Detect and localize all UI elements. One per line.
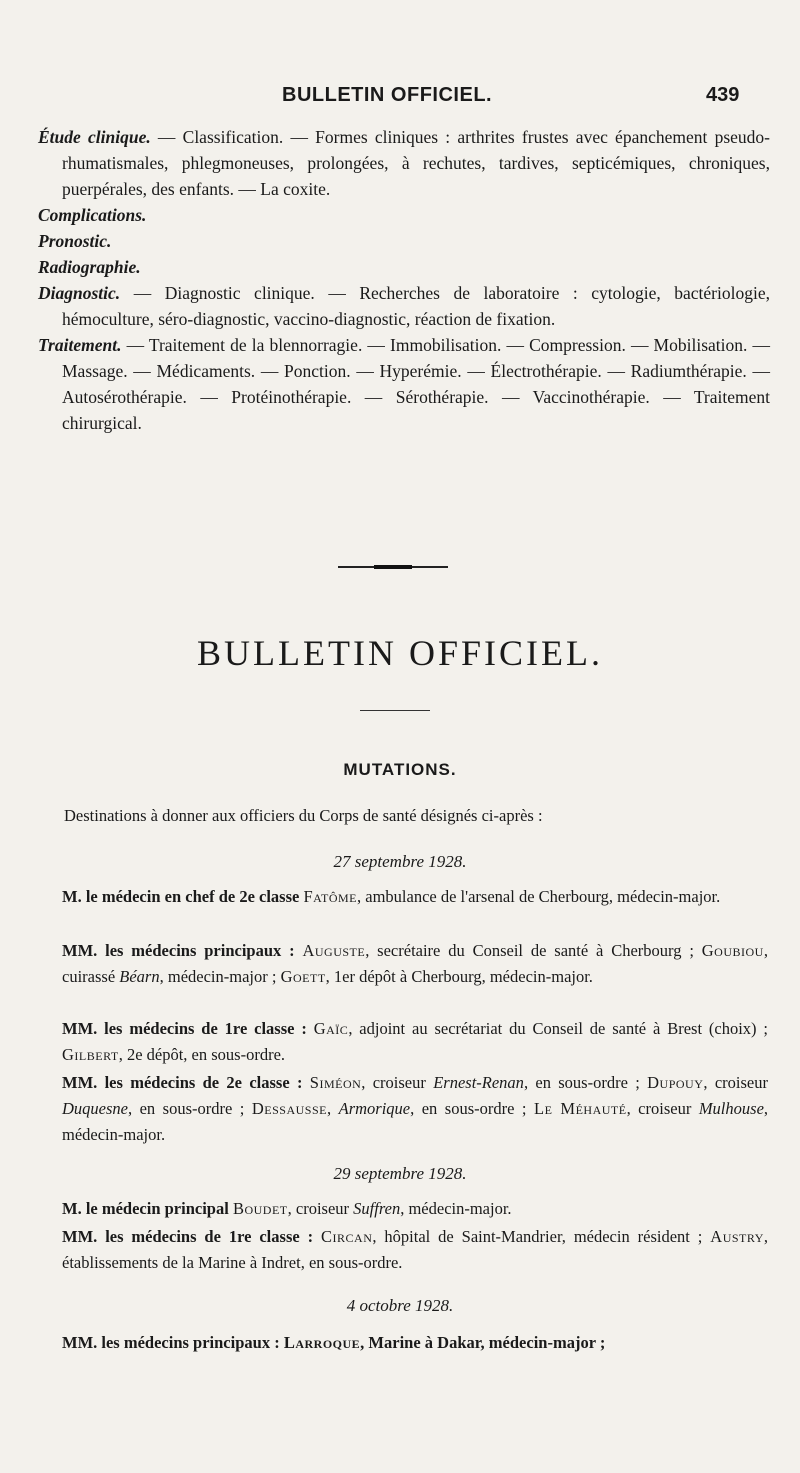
paragraph-traitement: [38, 332, 770, 436]
entry-2-name-1: Auguste: [302, 941, 366, 960]
entry-4-ship-2: Duquesne: [62, 1099, 128, 1118]
entry-3-name-2: Gilbert: [62, 1045, 119, 1064]
entry-4-text-b: , croiseur: [361, 1073, 434, 1092]
entry-4-text-a: MM. les médecins de 2e classe :: [62, 1073, 310, 1092]
entry-5-name-1: Boudet: [232, 1199, 288, 1218]
entry-2-text-d: , médecin-major ;: [159, 967, 281, 986]
entry-4-text-g: , en sous-ordre ;: [410, 1099, 534, 1118]
label-complications: Complications.: [38, 205, 147, 225]
entry-2-text-e: , 1er dépôt à Cherbourg, médecin-major.: [325, 967, 593, 986]
label-etude: Étude clinique.: [38, 127, 151, 147]
title-underline: [360, 710, 430, 711]
entry-4-name-2: Dupouy: [647, 1073, 704, 1092]
text-diagnostic: — Diagnostic clinique. — Recherches de laboratoire : cytologie, bactériologie, hémoculture, séro-diagnostic, vaccino-diagnostic, réaction de fixation.: [62, 283, 770, 329]
entry-3: [38, 1016, 768, 1068]
entry-2-ship-1: Béarn: [119, 967, 160, 986]
paragraph-complications: [38, 202, 770, 228]
entry-5-ship-1: Suffren: [353, 1199, 401, 1218]
text-etude: — Classification. — Formes cliniques : arthrites frustes avec épanchement pseudo-rhumatismales, phlegmoneuses, prolongées, à rechutes, tardives, septicémiques, chroniques, puerpérales, des enfants. — La coxite.: [62, 127, 770, 199]
entry-6-name-2: Austry: [710, 1227, 764, 1246]
entry-5: [38, 1196, 768, 1222]
entry-2-text-b: , secrétaire du Conseil de santé à Cherbourg ;: [365, 941, 702, 960]
entry-7: [38, 1330, 768, 1356]
section-title: BULLETIN OFFICIEL.: [197, 633, 603, 673]
date-heading-1: 27 septembre 1928.: [333, 852, 467, 871]
entry-4-text-i: , médecin-major.: [62, 1099, 769, 1144]
entry-6: [38, 1224, 768, 1276]
subsection-title: MUTATIONS.: [343, 760, 457, 779]
text-traitement: — Traitement de la blennorragie. — Immobilisation. — Compression. — Mobilisation. — Massage. — Médicaments. — Ponction. — Hyperémie. — Électrothérapie. — Radiumthérapie. — Autosérothérapie. — Protéinothérapie. — Sérothérapie. — Vaccinothérapie. — Traitement chirurgical.: [62, 335, 770, 433]
entry-4-ship-3: Armorique: [338, 1099, 411, 1118]
paragraph-pronostic: [38, 228, 770, 254]
entry-1-text-a: M. le médecin en chef de 2e classe: [62, 887, 304, 906]
entry-5-text-b: , croiseur: [287, 1199, 354, 1218]
entry-2-name-3: Goett: [280, 967, 326, 986]
section-divider: [338, 566, 448, 568]
entry-6-text-b: , hôpital de Saint-Mandrier, médecin résident ;: [372, 1227, 711, 1246]
entry-6-text-c: , établissements de la Marine à Indret, en sous-ordre.: [62, 1227, 768, 1272]
entry-3-name-1: Gaïc: [313, 1019, 349, 1038]
entry-1: [38, 884, 768, 910]
entry-2-text-a: MM. les médecins principaux :: [62, 941, 303, 960]
entry-4-ship-4: Mulhouse: [698, 1099, 764, 1118]
paragraph-etude: [38, 124, 770, 202]
entry-4-ship-1: Ernest-Renan: [433, 1073, 524, 1092]
entry-4-text-h: , croiseur: [626, 1099, 699, 1118]
entry-4-text-f: ,: [326, 1099, 339, 1118]
entry-7-text-b: , Marine à Dakar, médecin-major ;: [360, 1333, 606, 1352]
paragraph-diagnostic: [38, 280, 770, 332]
entry-4: [38, 1070, 768, 1148]
entry-6-text-a: MM. les médecins de 1re classe :: [62, 1227, 322, 1246]
intro-text: Destinations à donner aux officiers du Corps de santé désignés ci-après :: [64, 806, 543, 825]
entry-3-text-a: MM. les médecins de 1re classe :: [62, 1019, 314, 1038]
entry-7-text-a: MM. les médecins principaux :: [62, 1333, 284, 1352]
label-diagnostic: Diagnostic.: [38, 283, 121, 303]
entry-2-name-2: Goubiou: [701, 941, 764, 960]
label-pronostic: Pronostic.: [38, 231, 112, 251]
paragraph-radiographie: [38, 254, 770, 280]
entry-4-name-4: Le Méhauté: [534, 1099, 627, 1118]
entry-1-name: Fatôme: [303, 887, 357, 906]
label-radiographie: Radiographie.: [38, 257, 141, 277]
entry-1-text-b: , ambulance de l'arsenal de Cherbourg, médecin-major.: [357, 887, 721, 906]
entry-4-text-e: , en sous-ordre ;: [127, 1099, 252, 1118]
entry-4-text-d: , croiseur: [703, 1073, 768, 1092]
entry-7-name-1: Larroque: [283, 1333, 361, 1352]
entry-5-text-c: , médecin-major.: [400, 1199, 512, 1218]
date-heading-2: 29 septembre 1928.: [333, 1164, 467, 1183]
entry-6-name-1: Circan: [321, 1227, 373, 1246]
label-traitement: Traitement.: [38, 335, 122, 355]
entry-2: [38, 938, 768, 990]
entry-3-text-b: , adjoint au secrétariat du Conseil de santé à Brest (choix) ;: [348, 1019, 769, 1038]
running-header: [0, 84, 800, 114]
entry-4-text-c: , en sous-ordre ;: [523, 1073, 648, 1092]
entry-2-text-c: , cuirassé: [62, 941, 768, 986]
date-heading-3: 4 octobre 1928.: [346, 1296, 454, 1315]
entry-3-text-c: , 2e dépôt, en sous-ordre.: [118, 1045, 286, 1064]
top-section: [38, 124, 770, 436]
entry-5-text-a: M. le médecin principal: [62, 1199, 233, 1218]
page-number: 439: [706, 84, 740, 106]
entry-4-name-1: Siméon: [309, 1073, 362, 1092]
running-title: BULLETIN OFFICIEL.: [282, 84, 493, 106]
entry-4-name-3: Dessausse: [251, 1099, 327, 1118]
